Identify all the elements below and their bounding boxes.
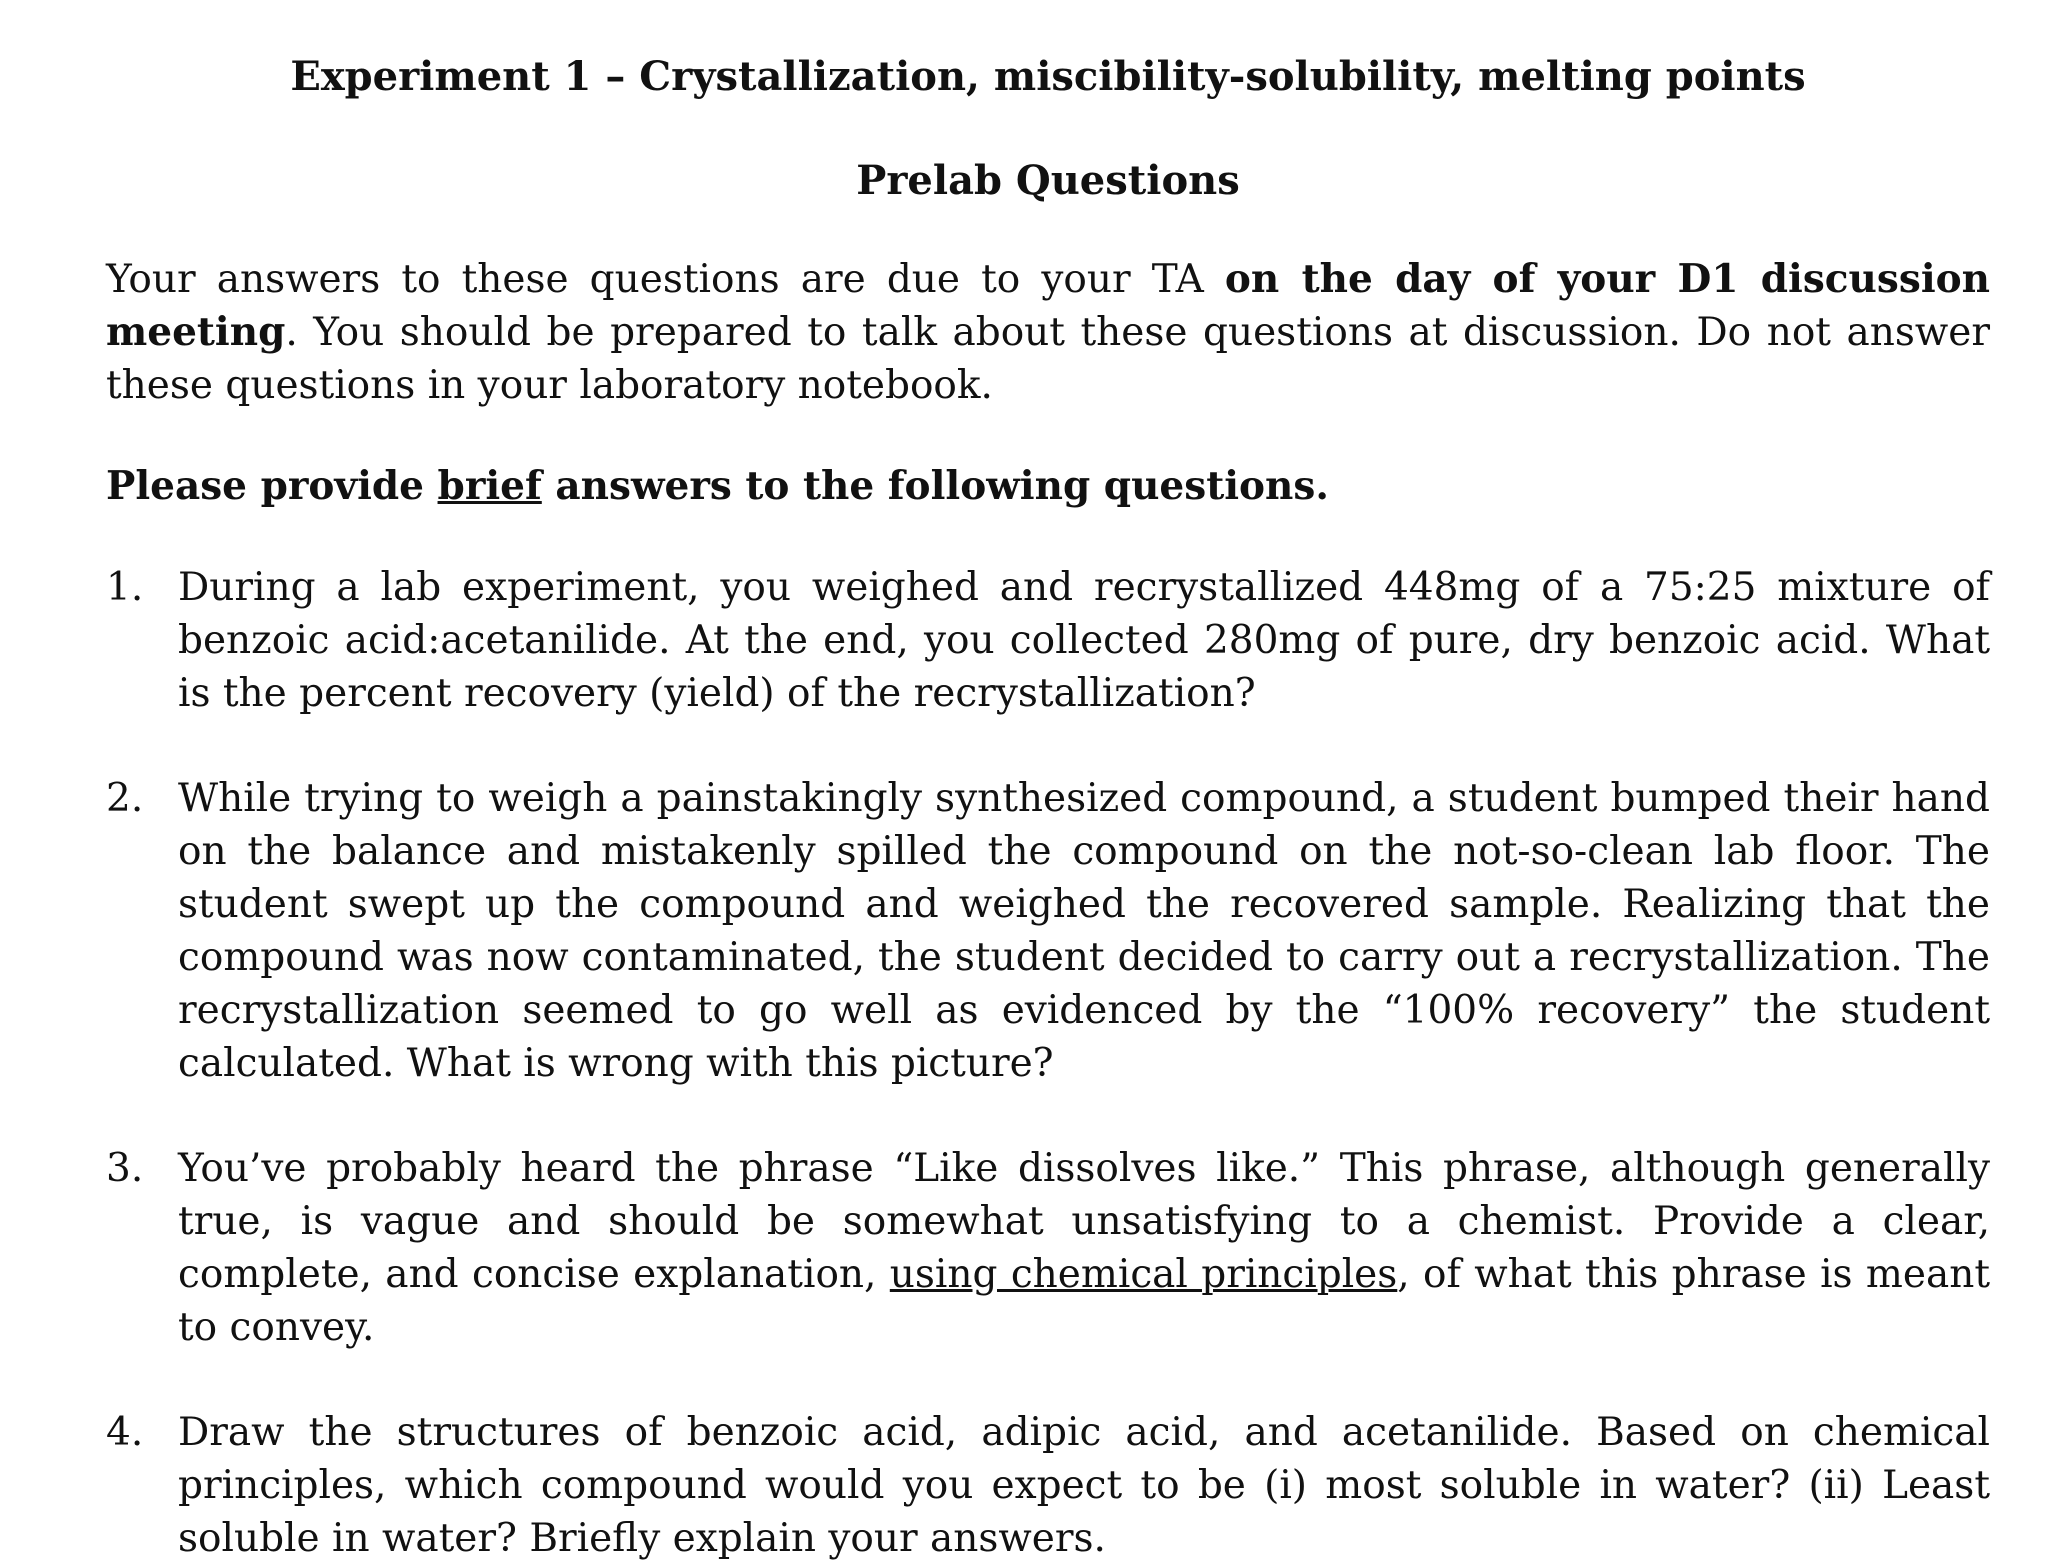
- question-underlined-phrase: using chemical principles: [889, 1252, 1398, 1297]
- question-text: Draw the structures of benzoic acid, adipic acid, and acetanilide. Based on chemical principles, which compound would you expect to be (i) most soluble in water? (ii) Least soluble in water? Briefly explain your answers.: [178, 1410, 1990, 1561]
- question-2: [106, 772, 1990, 1090]
- question-text-start: You’ve probably heard the phrase “Like dissolves like.” This phrase, although generally true, is vague and should be somewhat unsatisfying to a chemist. Provide a clear, complete, and concise explanation,: [178, 1146, 1990, 1297]
- document-title: Experiment 1 – Crystallization, miscibility-solubility, melting points: [290, 53, 1806, 100]
- question-4: [106, 1406, 1990, 1565]
- intro-text-end: . You should be prepared to talk about these questions at discussion. Do not answer these questions in your laboratory notebook.: [106, 310, 1990, 408]
- question-number: 4.: [106, 1410, 144, 1455]
- intro-text-start: Your answers to these questions are due to your TA: [106, 257, 1225, 302]
- document-subtitle: Prelab Questions: [856, 157, 1240, 204]
- instruction-line: [106, 460, 1990, 513]
- question-text: While trying to weigh a painstakingly synthesized compound, a student bumped their hand on the balance and mistakenly spilled the compound on the not-so-clean lab floor. The student swept up the compound and weighed the recovered sample. Realizing that the compound was now contaminated, the student decided to carry out a recrystallization. The recrystallization seemed to go well as evidenced by the “100% recovery” the student calculated. What is wrong with this picture?: [178, 776, 1990, 1086]
- question-number: 1.: [106, 565, 144, 610]
- question-text-end: , of what this phrase is meant to convey.: [178, 1252, 1990, 1350]
- question-number: 3.: [106, 1146, 144, 1191]
- question-1: [106, 561, 1990, 720]
- question-3: [106, 1142, 1990, 1354]
- question-number: 2.: [106, 776, 144, 821]
- instruction-brief-underlined: brief: [437, 463, 542, 509]
- question-list: [106, 561, 1990, 1565]
- instruction-before: Please provide: [106, 463, 438, 509]
- question-text: During a lab experiment, you weighed and recrystallized 448mg of a 75:25 mixture of benzoic acid:acetanilide. At the end, you collected 280mg of pure, dry benzoic acid. What is the percent recovery (yield) of the recrystallization?: [178, 565, 1990, 716]
- intro-paragraph: [106, 253, 1990, 412]
- instruction-after: answers to the following questions.: [541, 463, 1329, 509]
- intro-deadline-bold: on the day of your D1 discussion meeting: [106, 256, 1991, 355]
